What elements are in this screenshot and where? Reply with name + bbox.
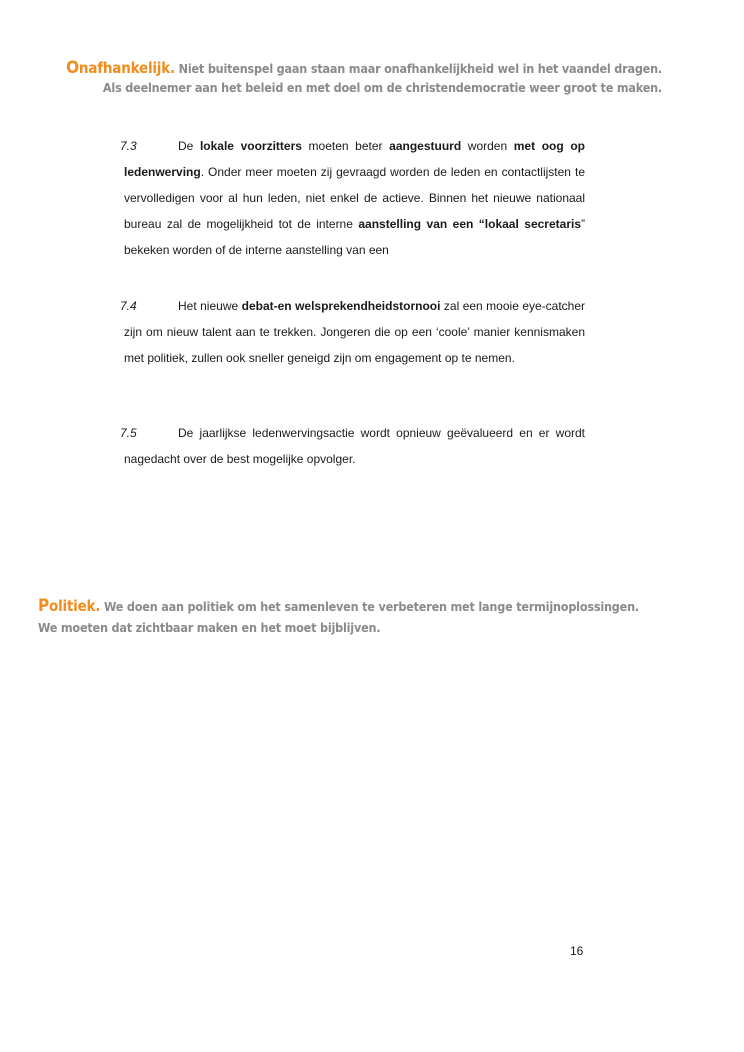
bold-text-run: aanstelling van een “lokaal secretaris — [358, 217, 581, 231]
footer-motto-keyword: Politiek. — [38, 596, 101, 616]
bold-text-run: met oog op ledenwerving — [124, 139, 585, 179]
header-motto-line-2: Als deelnemer aan het beleid en met doel om de christendemocratie weer groot te maken. — [102, 80, 662, 95]
section-number: 7.5 — [120, 426, 137, 440]
footer-motto-text: We doen aan politiek om het samenleven te verbeteren met lange termijnoplossingen. — [103, 599, 639, 614]
text-run: Het nieuwe — [178, 299, 242, 313]
text-run: zal een mooie eye-catcher zijn om nieuw talent aan te trekken. Jongeren die op een ‘coole’ manier kennismaken met politiek, zullen ook sneller geneigd zijn om engagement op te nemen. — [124, 299, 586, 365]
section-paragraph — [124, 293, 585, 371]
header-motto-keyword: Onafhankelijk. — [66, 58, 175, 78]
section-paragraph — [124, 133, 585, 263]
bold-text-run: aangestuurd — [389, 139, 462, 153]
text-run: De — [178, 139, 200, 153]
bold-text-run: lokale voorzitters — [199, 139, 302, 153]
section-paragraph — [124, 420, 585, 472]
header-motto-text: Niet buitenspel gaan staan maar onafhankelijkheid wel in het vaandel dragen. — [178, 61, 662, 76]
page-number: 16 — [570, 944, 584, 958]
section-number: 7.4 — [120, 299, 137, 313]
text-run: De jaarlijkse ledenwervingsactie wordt opnieuw geëvalueerd en er wordt nagedacht over de best mogelijke opvolger. — [124, 426, 585, 466]
text-run: worden — [461, 139, 514, 153]
footer-motto-line-2: We moeten dat zichtbaar maken en het moet bijblijven. — [38, 620, 381, 635]
footer-motto-line-1 — [38, 596, 639, 616]
header-motto-line-1 — [66, 58, 662, 78]
bold-text-run: debat-en welsprekendheidstornooi — [241, 299, 441, 313]
text-run: moeten beter — [301, 139, 390, 153]
section-number: 7.3 — [120, 139, 137, 153]
text-run: ” bekeken worden of de interne aanstelling van een — [124, 217, 585, 257]
text-run: . Onder meer moeten zij gevraagd worden de leden en contactlijsten te vervolledigen voor al hun leden, niet enkel de actieve. Binnen het nieuwe nationaal bureau zal de mogelijkheid tot de interne — [124, 165, 585, 231]
